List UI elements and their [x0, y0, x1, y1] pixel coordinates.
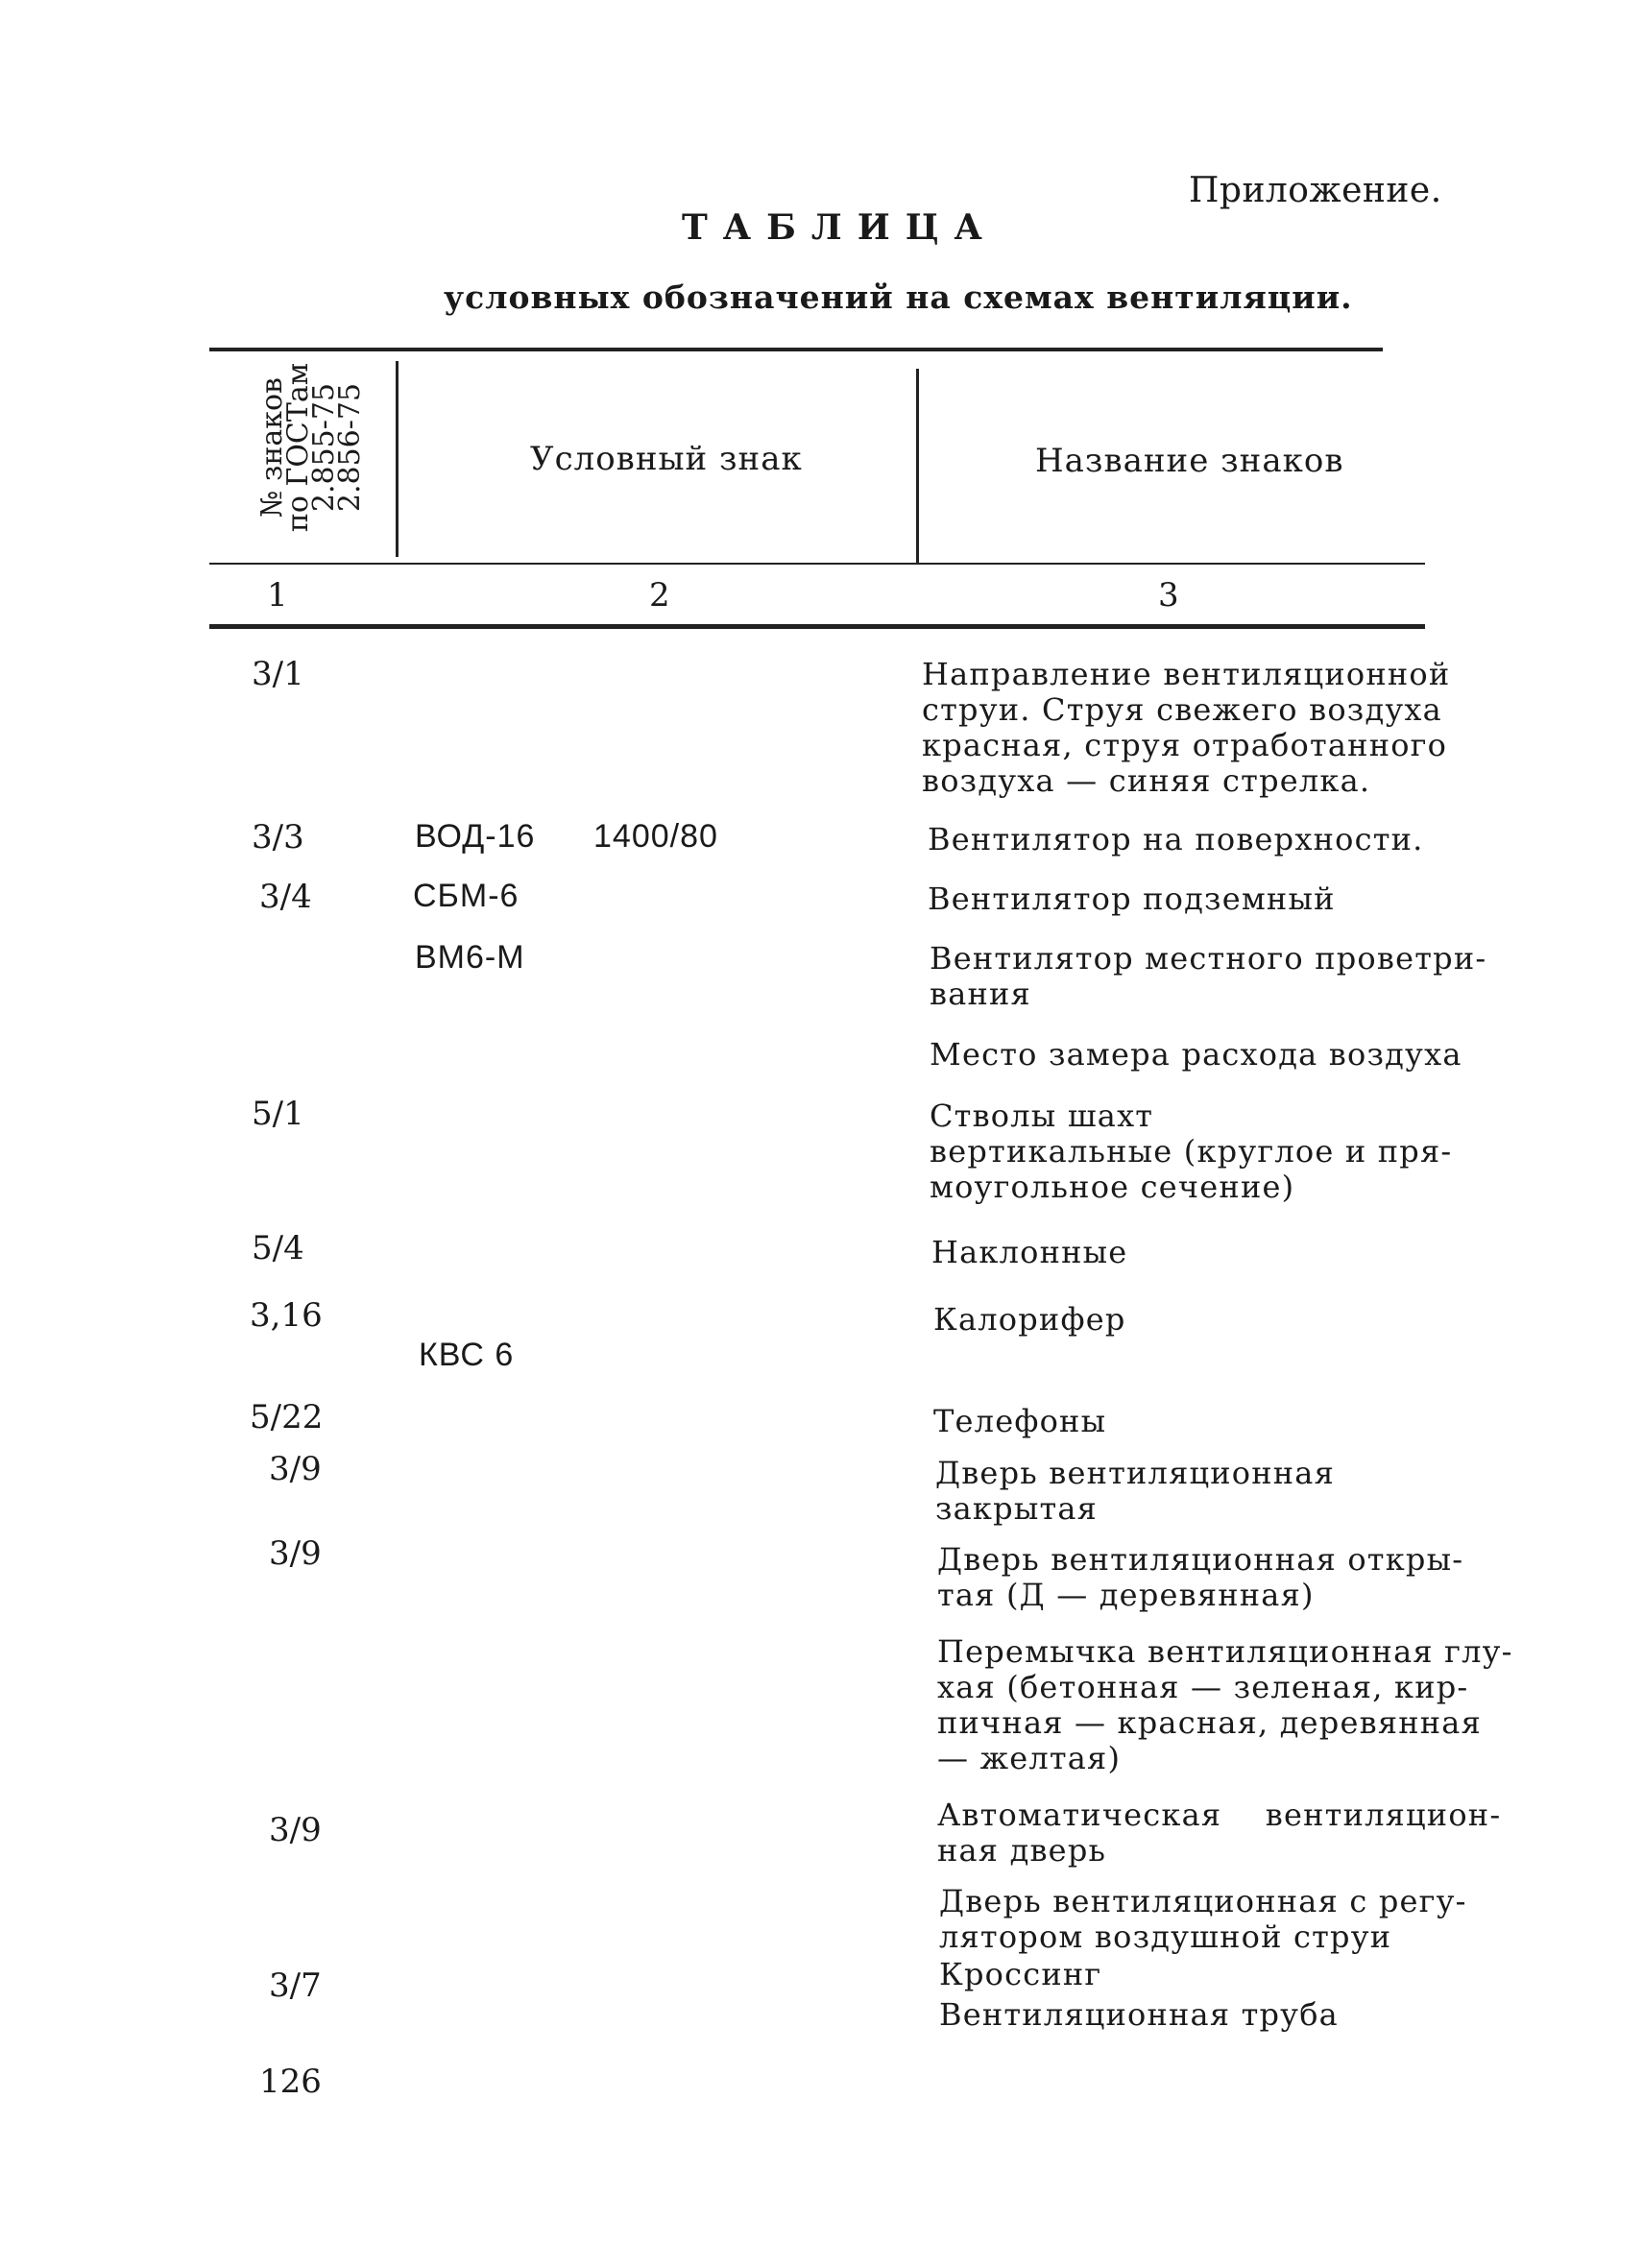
row-sign-extra: 1400/80: [593, 818, 718, 855]
row-name: Дверь вентиляционная откры- тая (Д — деревянная): [937, 1541, 1464, 1613]
column-number-3: 3: [1158, 576, 1179, 615]
row-num: 3/7: [269, 1966, 322, 2005]
row-name: Телефоны: [933, 1403, 1107, 1439]
column-number-1: 1: [267, 576, 288, 615]
row-name: Дверь вентиляционная с регу- лятором воздушной струи: [939, 1883, 1467, 1955]
row-name: Вентилятор подземный: [928, 881, 1336, 917]
row-sign: ВОД-16: [415, 818, 536, 855]
row-num: 3/9: [269, 1811, 322, 1849]
page-number: 126: [259, 2063, 322, 2101]
header-col3: Название знаков: [1035, 442, 1344, 480]
header-divider-2: [916, 369, 919, 565]
row-name: Наклонные: [931, 1234, 1128, 1270]
row-name: Вентилятор на поверхности.: [928, 821, 1424, 857]
header-col1-line: № знаков: [255, 377, 289, 518]
row-num: 3/4: [259, 878, 312, 916]
header-col1-line: 2.856-75: [333, 382, 367, 513]
row-name: Направление вентиляционной струи. Струя свежего воздуха красная, струя отработанного воздуха — синяя стрелка.: [922, 656, 1451, 799]
row-name: Вентилятор местного проветри- вания: [930, 940, 1487, 1012]
row-name: Место замера расхода воздуха: [930, 1036, 1462, 1073]
row-name: Калорифер: [933, 1301, 1126, 1338]
row-num: 3/9: [269, 1450, 322, 1488]
row-name: Дверь вентиляционная закрытая: [935, 1455, 1335, 1527]
row-num: 5/22: [250, 1398, 324, 1436]
row-num: 3/9: [269, 1534, 322, 1573]
row-sign: ВМ6-М: [415, 939, 525, 976]
row-name: Автоматическая вентиляцион- ная дверь: [937, 1797, 1502, 1869]
header-col2: Условный знак: [530, 440, 803, 478]
row-num: 3/3: [252, 818, 304, 857]
header-col1-line: по ГОСТам: [281, 362, 315, 533]
row-sign: КВС 6: [419, 1337, 515, 1373]
row-num: 5/1: [252, 1095, 304, 1133]
column-number-2: 2: [649, 576, 670, 615]
row-num: 3/1: [252, 655, 304, 693]
row-name: Перемычка вентиляционная глу- хая (бетонная — зеленая, кир- пичная — красная, деревянная — желтая): [937, 1633, 1513, 1776]
row-name: Стволы шахт вертикальные (круглое и пря- моугольное сечение): [930, 1098, 1453, 1205]
column-numbers-rule: [209, 624, 1425, 629]
row-name: Кроссинг: [939, 1956, 1102, 1992]
appendix-label: Приложение.: [1189, 171, 1442, 210]
row-name: Вентиляционная труба: [939, 1996, 1339, 2033]
table-subtitle: условных обозначений на схемах вентиляции.: [444, 278, 1353, 316]
header-divider-1: [396, 361, 399, 557]
row-num: 5/4: [252, 1229, 304, 1267]
header-bottom-rule: [209, 563, 1425, 565]
header-col1: [234, 351, 388, 543]
row-sign: СБМ-6: [413, 878, 519, 914]
header-col1-line: 2.855-75: [307, 382, 341, 513]
row-num: 3,16: [250, 1296, 323, 1335]
table-title: ТАБЛИЦА: [682, 207, 998, 248]
